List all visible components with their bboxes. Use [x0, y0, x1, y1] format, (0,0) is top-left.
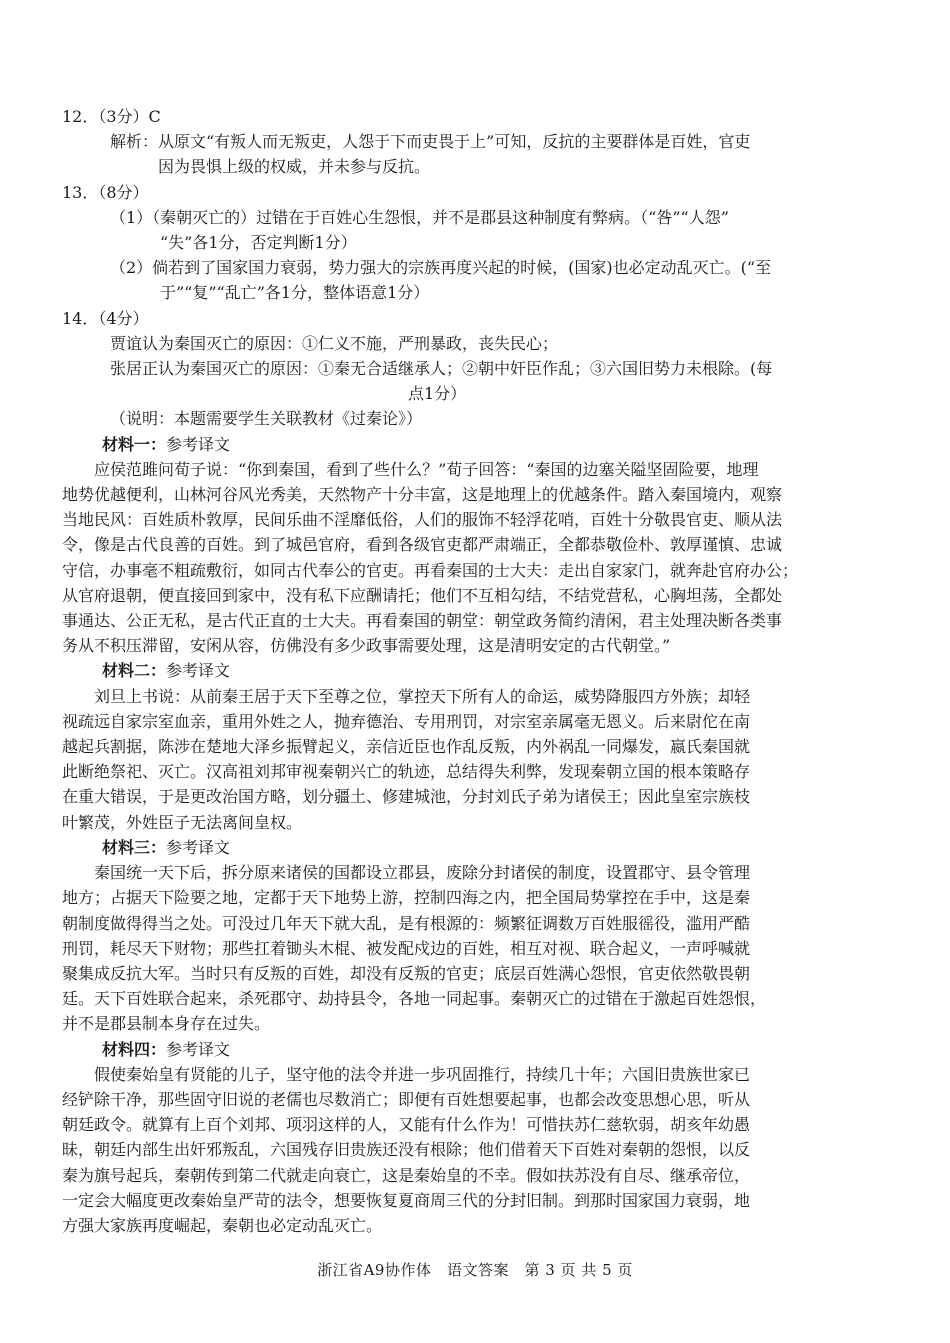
material-3-heading	[62, 835, 892, 860]
material-3-title: 材料三：	[102, 837, 167, 857]
question-13-item-line: （1）（秦朝灭亡的）过错在于百姓心生怨恨，并不是郡县这种制度有弊病。（“咎”“人怨”	[110, 207, 729, 227]
material-3-line: 并不是郡县制本身存在过失。	[62, 1014, 271, 1034]
material-4-title: 材料四：	[102, 1039, 167, 1059]
question-12-head: 12．（3分）C	[62, 107, 161, 126]
material-2-line: 刘旦上书说：从前秦王居于天下至尊之位，掌控天下所有人的命运，威势降服四方外族；却轻	[94, 686, 751, 706]
material-2	[62, 658, 892, 834]
question-12-analysis-line: 因为畏惧上级的权威，并未参与反抗。	[158, 157, 431, 177]
question-13-item-line: （2）倘若到了国家国力衰弱，势力强大的宗族再度兴起的时候，(国家)也必定动乱灭亡。(“至	[110, 258, 772, 278]
material-4-line: 方强大家族再度崛起，秦朝也必定动乱灭亡。	[62, 1215, 383, 1235]
question-13-item-line: “失”各1分，否定判断1分）	[160, 233, 357, 253]
question-14-item-line: 张居正认为秦国灭亡的原因：①秦无合适继承人；②朝中奸臣作乱；③六国旧势力未根除。(每	[110, 359, 773, 379]
material-1-line: 务从不积压滞留，安闲从容，仿佛没有多少政事需要处理，这是清明安定的古代朝堂。”	[62, 636, 671, 656]
question-14-item-line: 贾谊认为秦国灭亡的原因：①仁义不施，严刑暴政，丧失民心；	[110, 333, 559, 353]
material-3	[62, 835, 892, 1037]
material-3-line: 刑罚，耗尽天下财物；那些扛着锄头木棍、被发配戍边的百姓，相互对视、联合起义，一声呼喊就	[62, 938, 751, 958]
page-footer: 浙江省A9协作体 语文答案 第 3 页 共 5 页	[317, 1261, 633, 1279]
material-1-heading	[62, 432, 892, 457]
document-content	[62, 104, 892, 1238]
material-2-subtitle: 参考译文	[166, 661, 231, 681]
question-13	[62, 180, 892, 306]
question-14-head: 14．（4分）	[62, 308, 149, 328]
material-1-title: 材料一：	[102, 434, 167, 454]
material-3-line: 地方；占据天下险要之地，定都于天下地势上游，控制四海之内，把全国局势掌控在手中，这是秦	[62, 888, 751, 908]
material-4-line: 经铲除干净，那些固守旧说的老儒也尽数消亡；即便有百姓想要起事，也都会改变思想心思，听从	[62, 1089, 751, 1109]
material-4-line: 昧，朝廷内部生出奸邪叛乱，六国残存旧贵族还没有根除；他们借着天下百姓对秦朝的怨恨，以反	[62, 1140, 751, 1160]
material-1	[62, 432, 892, 659]
material-2-line: 叶繁茂，外姓臣子无法离间皇权。	[62, 812, 303, 832]
material-3-line: 朝制度做得得当之处。可没过几年天下就大乱，是有根源的：频繁征调数万百姓服徭役，滥用严酷	[62, 913, 751, 933]
material-3-subtitle: 参考译文	[166, 837, 231, 857]
question-13-item-line: 于”“复”“乱亡”各1分，整体语意1分）	[160, 283, 430, 303]
material-2-title: 材料二：	[102, 661, 167, 681]
material-2-heading	[62, 658, 892, 683]
material-4-line: 秦为旗号起兵，秦朝传到第二代就走向衰亡，这是秦始皇的不幸。假如扶苏没有自尽、继承帝位，	[62, 1165, 751, 1185]
material-4-line: 一定会大幅度更改秦始皇严苛的法令，想要恢复夏商周三代的分封旧制。到那时国家国力衰弱，地	[62, 1190, 751, 1210]
material-3-line: 廷。天下百姓联合起来，杀死郡守、劫持县令，各地一同起事。秦朝灭亡的过错在于激起百姓怨恨，	[62, 989, 767, 1009]
material-3-line: 秦国统一天下后，拆分原来诸侯的国都设立郡县，废除分封诸侯的制度，设置郡守、县令管理	[94, 863, 751, 883]
material-1-line: 守信，办事毫不粗疏敷衍，如同古代奉公的官吏。再看秦国的士大夫：走出自家家门，就奔赴官府办公；	[62, 560, 799, 580]
material-4-subtitle: 参考译文	[166, 1039, 231, 1059]
material-2-line: 在重大错误，于是更改治国方略，划分疆土、修建城池，分封刘氏子弟为诸侯王；因此皇室宗族枝	[62, 787, 751, 807]
material-2-line: 视疏远自家宗室血亲，重用外姓之人，抛弃德治、专用刑罚，对宗室亲属毫无恩义。后来尉佗在南	[62, 711, 751, 731]
question-14-item-line: 点1分）	[408, 384, 467, 404]
material-1-line: 从官府退朝，便直接回到家中，没有私下应酬请托；他们不互相勾结，不结党营私，心胸坦荡，全都处	[62, 585, 783, 605]
material-1-line: 当地民风：百姓质朴敦厚，民间乐曲不淫靡低俗，人们的服饰不轻浮花哨，百姓十分敬畏官吏、顺从法	[62, 510, 783, 530]
question-14	[62, 306, 892, 432]
question-12-analysis-line: 解析：从原文“有叛人而无叛吏，人怨于下而吏畏于上”可知，反抗的主要群体是百姓，官吏	[110, 132, 751, 152]
material-1-line: 应侯范雎问荀子说：“你到秦国，看到了些什么？”荀子回答：“秦国的边塞关隘坚固险要，地理	[94, 459, 759, 479]
question-12	[62, 104, 892, 180]
material-3-line: 聚集成反抗大军。当时只有反叛的百姓，却没有反叛的官吏；底层百姓满心怨恨，官吏依然敬畏朝	[62, 963, 751, 983]
material-1-subtitle: 参考译文	[166, 434, 231, 454]
material-1-line: 事通达、公正无私，是古代正直的士大夫。再看秦国的朝堂：朝堂政务简约清闲，君主处理决断各类事	[62, 611, 783, 631]
material-4-heading	[62, 1037, 892, 1062]
material-4-line: 朝廷政令。就算有上百个刘邦、项羽这样的人，又能有什么作为！可惜扶苏仁慈软弱，胡亥年幼愚	[62, 1115, 751, 1135]
material-2-line: 此断绝祭祀、灭亡。汉高祖刘邦审视秦朝兴亡的轨迹，总结得失利弊，发现秦朝立国的根本策略存	[62, 762, 751, 782]
question-13-head: 13．（8分）	[62, 182, 149, 202]
material-4	[62, 1037, 892, 1239]
material-1-line: 地势优越便利，山林河谷风光秀美，天然物产十分丰富，这是地理上的优越条件。踏入秦国境内，观察	[62, 485, 783, 505]
material-4-line: 假使秦始皇有贤能的儿子，坚守他的法令并进一步巩固推行，持续几十年；六国旧贵族世家已	[94, 1064, 751, 1084]
material-1-line: 令，像是古代良善的百姓。到了城邑官府，看到各级官吏都严肃端正，全都恭敬俭朴、敦厚谨慎、忠诚	[62, 535, 783, 555]
material-2-line: 越起兵割据，陈涉在楚地大泽乡振臂起义，亲信近臣也作乱反叛，内外祸乱一同爆发，嬴氏秦国就	[62, 737, 751, 757]
question-14-note: （说明：本题需要学生关联教材《过秦论》）	[110, 409, 423, 429]
